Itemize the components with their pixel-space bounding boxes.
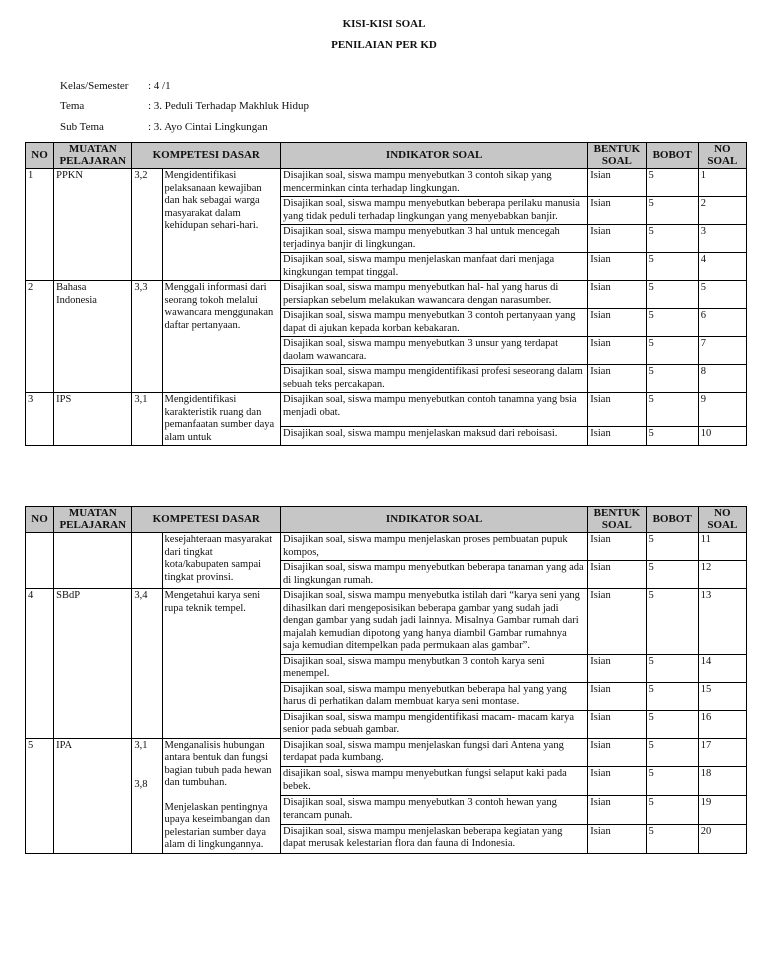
cell-bobot: 5 — [646, 169, 698, 197]
kisi-kisi-table-2 — [25, 506, 747, 854]
cell-bentuk: Isian — [588, 253, 646, 281]
col-bobot: BOBOT — [646, 143, 698, 169]
cell-no-soal: 10 — [698, 427, 746, 446]
table-row — [26, 169, 747, 197]
cell-bobot: 5 — [646, 253, 698, 281]
cell-bentuk: Isian — [588, 281, 646, 309]
cell-bobot: 5 — [646, 561, 698, 589]
cell-no-soal: 12 — [698, 561, 746, 589]
cell-kompetensi-dasar — [162, 281, 280, 393]
table-header-row — [26, 507, 747, 533]
cell-kd-number — [132, 169, 162, 281]
cell-indikator: Disajikan soal, siswa mampu menyebutkan 3 contoh pertanyaan yang dapat di ajukan kepada korban kebakaran. — [281, 309, 588, 337]
cell-kd-text: Menganalisis hubungan antara bentuk dan fungsi bagian tubuh pada hewan dan tumbuhan. — [164, 739, 272, 788]
cell-kd-text: Mengidentifikasi karakteristik ruang dan pemanfaatan sumber daya alam untuk — [164, 394, 275, 443]
cell-bobot: 5 — [646, 197, 698, 225]
cell-no-soal: 3 — [698, 225, 746, 253]
cell-bentuk: Isian — [588, 309, 646, 337]
cell-kd-text: Mengidentifikasi pelaksanaan kewajiban dan hak sebagai warga masyarakat dalam kehidupan sehari-hari. — [164, 170, 262, 231]
document-subtitle: PENILAIAN PER KD — [331, 39, 437, 51]
table-row — [26, 589, 747, 655]
cell-no: 4 — [26, 589, 54, 739]
cell-bentuk: Isian — [588, 225, 646, 253]
cell-bobot: 5 — [646, 365, 698, 393]
cell-no-soal: 16 — [698, 710, 746, 738]
col-no-soal: NO SOAL — [698, 507, 746, 533]
meta-value: : 4 /1 — [148, 80, 171, 92]
cell-bobot: 5 — [646, 309, 698, 337]
cell-bentuk: Isian — [588, 337, 646, 365]
cell-bentuk: Isian — [588, 710, 646, 738]
col-kompetensi: KOMPETESI DASAR — [132, 143, 281, 169]
table-row — [26, 533, 747, 561]
kisi-kisi-table-1 — [25, 142, 747, 446]
cell-kd-text-2: Menjelaskan pentingnya upaya keseimbangan dan pelestarian sumber daya alam di lingkungannya. — [164, 801, 271, 850]
table-header-row — [26, 143, 747, 169]
cell-indikator: Disajikan soal, siswa mampu menjelaskan fungsi dari Antena yang terdapat pada kumbang. — [281, 738, 588, 767]
col-bobot: BOBOT — [646, 507, 698, 533]
col-no: NO — [26, 143, 54, 169]
cell-bentuk: Isian — [588, 197, 646, 225]
cell-kd-number — [132, 533, 162, 589]
cell-kd-no-2: 3,8 — [134, 779, 148, 790]
cell-no-soal: 6 — [698, 309, 746, 337]
cell-kompetensi-dasar — [162, 169, 280, 281]
cell-bobot: 5 — [646, 225, 698, 253]
table-row — [26, 738, 747, 767]
cell-indikator: Disajikan soal, siswa mampu menyebutkan contoh tanamna yang bsia menjadi obat. — [281, 393, 588, 427]
cell-bentuk: Isian — [588, 796, 646, 825]
cell-kd-no: 3,1 — [134, 394, 148, 405]
meta-label: Kelas/Semester — [60, 80, 129, 92]
cell-bobot: 5 — [646, 710, 698, 738]
cell-no-soal: 19 — [698, 796, 746, 825]
meta-tema — [60, 100, 309, 112]
cell-no: 1 — [26, 169, 54, 281]
cell-kd-number — [132, 281, 162, 393]
cell-no-soal: 18 — [698, 767, 746, 796]
cell-indikator: Disajikan soal, siswa mampu menyebutkan beberapa perilaku manusia yang tidak peduli terhadap lingkungan yang menyebabkan banjir. — [281, 197, 588, 225]
cell-kd-no: 3,3 — [134, 282, 148, 293]
table-row — [26, 281, 747, 309]
cell-bentuk: Isian — [588, 169, 646, 197]
cell-no-soal: 7 — [698, 337, 746, 365]
cell-indikator: Disajikan soal, siswa mampu menyebutkan 3 contoh sikap yang mencerminkan cinta terhadap lingkungan. — [281, 169, 588, 197]
cell-muatan: IPS — [54, 393, 132, 446]
cell-bobot: 5 — [646, 824, 698, 853]
cell-bobot: 5 — [646, 767, 698, 796]
col-no-soal: NO SOAL — [698, 143, 746, 169]
cell-no-soal: 5 — [698, 281, 746, 309]
cell-no-soal: 15 — [698, 682, 746, 710]
cell-bobot: 5 — [646, 427, 698, 446]
cell-no-soal: 17 — [698, 738, 746, 767]
cell-kd-number — [132, 393, 162, 446]
cell-indikator: Disajikan soal, siswa mampu menyebutkan 3 contoh hewan yang terancam punah. — [281, 796, 588, 825]
cell-bentuk: Isian — [588, 427, 646, 446]
cell-no: 2 — [26, 281, 54, 393]
cell-indikator: disajikan soal, siswa mampu menyebutkan fungsi selaput kaki pada bebek. — [281, 767, 588, 796]
cell-bobot: 5 — [646, 654, 698, 682]
cell-bobot: 5 — [646, 533, 698, 561]
cell-indikator: Disajikan soal, siswa mampu menjelaskan beberapa kegiatan yang dapat merusak kelestarian flora dan fauna di Indonesia. — [281, 824, 588, 853]
col-bentuk: BENTUK SOAL — [588, 507, 646, 533]
cell-bobot: 5 — [646, 337, 698, 365]
cell-kd-text: Mengetahui karya seni rupa teknik tempel. — [164, 590, 261, 614]
cell-indikator: Disajikan soal, siswa mampu menyebutkan hal- hal yang harus di persiapkan sebelum melakukan wawancara dengan narasumber. — [281, 281, 588, 309]
col-indikator: INDIKATOR SOAL — [281, 507, 588, 533]
cell-bentuk: Isian — [588, 682, 646, 710]
cell-kd-no: 3,1 — [134, 739, 148, 751]
col-no: NO — [26, 507, 54, 533]
cell-no-soal: 4 — [698, 253, 746, 281]
cell-indikator: Disajikan soal, siswa mampu menyebutkan beberapa tanaman yang ada di lingkungan rumah. — [281, 561, 588, 589]
table-row — [26, 393, 747, 427]
cell-no: 5 — [26, 738, 54, 853]
cell-no-soal: 8 — [698, 365, 746, 393]
col-indikator: INDIKATOR SOAL — [281, 143, 588, 169]
meta-label: Tema — [60, 100, 85, 112]
cell-indikator: Disajikan soal, siswa mampu menyebutkan 3 unsur yang terdapat daolam wawancara. — [281, 337, 588, 365]
cell-kompetensi-dasar — [162, 738, 280, 853]
meta-value: : 3. Ayo Cintai Lingkungan — [148, 121, 268, 133]
cell-bobot: 5 — [646, 589, 698, 655]
cell-no-soal: 13 — [698, 589, 746, 655]
cell-bentuk: Isian — [588, 654, 646, 682]
cell-bobot: 5 — [646, 796, 698, 825]
cell-muatan: IPA — [54, 738, 132, 853]
cell-bobot: 5 — [646, 393, 698, 427]
cell-indikator: Disajikan soal, siswa mampu menjelaskan maksud dari reboisasi. — [281, 427, 588, 446]
cell-bobot: 5 — [646, 281, 698, 309]
document-title: KISI-KISI SOAL — [342, 18, 426, 30]
cell-bentuk: Isian — [588, 365, 646, 393]
cell-kd-no: 3,2 — [134, 170, 148, 181]
cell-muatan: PPKN — [54, 169, 132, 281]
col-bentuk: BENTUK SOAL — [588, 143, 646, 169]
cell-kd-number — [132, 589, 162, 739]
col-kompetensi: KOMPETESI DASAR — [132, 507, 281, 533]
cell-indikator: Disajikan soal, siswa mampu menyebutkan 3 hal untuk mencegah terjadinya banjir di lingkungan. — [281, 225, 588, 253]
cell-indikator: Disajikan soal, siswa mampu menjelaskan manfaat dari menjaga kingkungan tempat tinggal. — [281, 253, 588, 281]
cell-no-soal: 14 — [698, 654, 746, 682]
cell-bentuk: Isian — [588, 561, 646, 589]
cell-no: 3 — [26, 393, 54, 446]
cell-indikator: Disajikan soal, siswa mampu mengidentifikasi profesi seseorang dalam sebuah teks percakapan. — [281, 365, 588, 393]
col-muatan: MUATAN PELAJARAN — [54, 143, 132, 169]
cell-kd-number — [132, 738, 162, 853]
cell-no-soal: 9 — [698, 393, 746, 427]
cell-bobot: 5 — [646, 682, 698, 710]
cell-no-soal: 11 — [698, 533, 746, 561]
cell-bentuk: Isian — [588, 393, 646, 427]
meta-subtema — [60, 121, 268, 133]
cell-kompetensi-dasar — [162, 393, 280, 446]
cell-kd-text: Menggali informasi dari seorang tokoh melalui wawancara menggunakan daftar pertanyaan. — [164, 282, 274, 331]
cell-no-soal: 2 — [698, 197, 746, 225]
cell-indikator: Disajikan soal, siswa mampu menjelaskan proses pembuatan pupuk kompos, — [281, 533, 588, 561]
cell-kd-no: 3,4 — [134, 590, 148, 601]
meta-kelas — [60, 80, 171, 92]
cell-kompetensi-dasar — [162, 533, 280, 589]
col-muatan: MUATAN PELAJARAN — [54, 507, 132, 533]
cell-indikator: Disajikan soal, siswa mampu menyebutkan beberapa hal yang yang harus di perhatikan dalam membuat karya seni montase. — [281, 682, 588, 710]
cell-indikator: Disajikan soal, siswa mampu menybutkan 3 contoh karya seni menempel. — [281, 654, 588, 682]
cell-no — [26, 533, 54, 589]
cell-no-soal: 1 — [698, 169, 746, 197]
cell-no-soal: 20 — [698, 824, 746, 853]
cell-kompetensi-dasar — [162, 589, 280, 739]
meta-value: : 3. Peduli Terhadap Makhluk Hidup — [148, 100, 309, 112]
cell-kd-text: kesejahteraan masyarakat dari tingkat kota/kabupaten sampai tingkat provinsi. — [164, 534, 273, 583]
cell-muatan: SBdP — [54, 589, 132, 739]
cell-bentuk: Isian — [588, 824, 646, 853]
cell-indikator: Disajikan soal, siswa mampu menyebutka istilah dari “karya seni yang dihasilkan dari mengeposisikan beberapa gambar yang sudah jadi dengan gambar yang sudah jadi lainnya. Misalnya Gambar rumah dari majalah kemudian dipotong yang hanya diambil Gambar rumahnya saja kemudian ditempelkan pada permukaan alas gambar”. — [281, 589, 588, 655]
cell-bentuk: Isian — [588, 533, 646, 561]
cell-bentuk: Isian — [588, 738, 646, 767]
cell-muatan: Bahasa Indonesia — [54, 281, 132, 393]
cell-bentuk: Isian — [588, 589, 646, 655]
cell-bentuk: Isian — [588, 767, 646, 796]
meta-label: Sub Tema — [60, 121, 104, 133]
cell-indikator: Disajikan soal, siswa mampu mengidentifikasi macam- macam karya senior pada sebuah gambar. — [281, 710, 588, 738]
cell-bobot: 5 — [646, 738, 698, 767]
cell-muatan — [54, 533, 132, 589]
